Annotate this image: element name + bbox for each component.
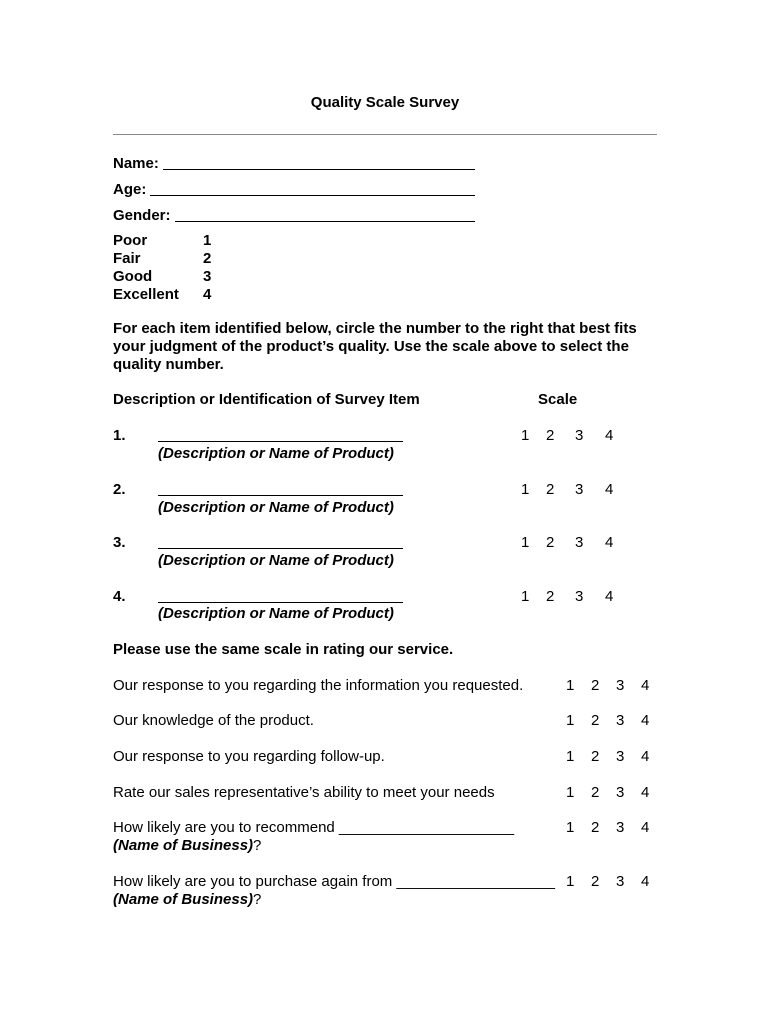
rating-option[interactable]: 4 (605, 534, 614, 551)
rating-option[interactable]: 1 (566, 873, 575, 890)
rating-option[interactable]: 2 (591, 819, 600, 836)
product-name-field[interactable] (158, 548, 403, 549)
rating-option[interactable]: 1 (566, 712, 575, 729)
rating-option[interactable]: 4 (641, 677, 650, 694)
rating-option[interactable]: 3 (575, 481, 584, 498)
rating-option[interactable]: 2 (546, 481, 555, 498)
rating-option[interactable]: 2 (591, 873, 600, 890)
rating-option[interactable]: 3 (575, 427, 584, 444)
rating-option[interactable]: 3 (616, 712, 625, 729)
question-mark: ? (253, 891, 262, 908)
rating-option[interactable]: 1 (566, 748, 575, 765)
survey-title: Quality Scale Survey (310, 94, 460, 111)
rating-option[interactable]: 3 (575, 534, 584, 551)
rating-option[interactable]: 4 (605, 427, 614, 444)
business-name-placeholder: (Name of Business) (113, 891, 254, 908)
rating-option[interactable]: 3 (616, 819, 625, 836)
rating-option[interactable]: 2 (546, 427, 555, 444)
product-name-field[interactable] (158, 441, 403, 442)
rating-option[interactable]: 4 (641, 873, 650, 890)
rating-option[interactable]: 4 (641, 712, 650, 729)
rating-option[interactable]: 4 (641, 819, 650, 836)
rating-option[interactable]: 1 (566, 784, 575, 801)
gender-label: Gender: (113, 207, 171, 224)
rating-option[interactable]: 4 (605, 481, 614, 498)
product-name-field[interactable] (158, 602, 403, 603)
rating-option[interactable]: 1 (521, 427, 530, 444)
rating-option[interactable]: 2 (591, 677, 600, 694)
rating-option[interactable]: 1 (521, 481, 530, 498)
rating-option[interactable]: 1 (521, 534, 530, 551)
scale-header: Scale (538, 391, 578, 408)
rating-option[interactable]: 1 (566, 819, 575, 836)
title-divider (113, 134, 657, 135)
rating-option[interactable]: 1 (521, 588, 530, 605)
name-field[interactable] (163, 169, 475, 170)
rating-option[interactable]: 2 (591, 784, 600, 801)
product-name-field[interactable] (158, 495, 403, 496)
rating-option[interactable]: 2 (591, 712, 600, 729)
rating-option[interactable]: 3 (616, 677, 625, 694)
rating-option[interactable]: 2 (546, 534, 555, 551)
rating-option[interactable]: 2 (546, 588, 555, 605)
business-name-placeholder: (Name of Business) (113, 837, 254, 854)
rating-option[interactable]: 4 (641, 748, 650, 765)
age-label: Age: (113, 181, 147, 198)
rating-option[interactable]: 3 (616, 873, 625, 890)
rating-option[interactable]: 3 (616, 784, 625, 801)
name-label: Name: (113, 155, 159, 172)
description-header: Description or Identification of Survey Item (113, 391, 420, 408)
age-field[interactable] (150, 195, 475, 196)
service-heading: Please use the same scale in rating our service. (113, 641, 454, 658)
rating-option[interactable]: 3 (575, 588, 584, 605)
rating-option[interactable]: 2 (591, 748, 600, 765)
rating-option[interactable]: 1 (566, 677, 575, 694)
gender-field[interactable] (175, 221, 475, 222)
rating-option[interactable]: 3 (616, 748, 625, 765)
rating-option[interactable]: 4 (641, 784, 650, 801)
rating-option[interactable]: 4 (605, 588, 614, 605)
question-mark: ? (253, 837, 262, 854)
